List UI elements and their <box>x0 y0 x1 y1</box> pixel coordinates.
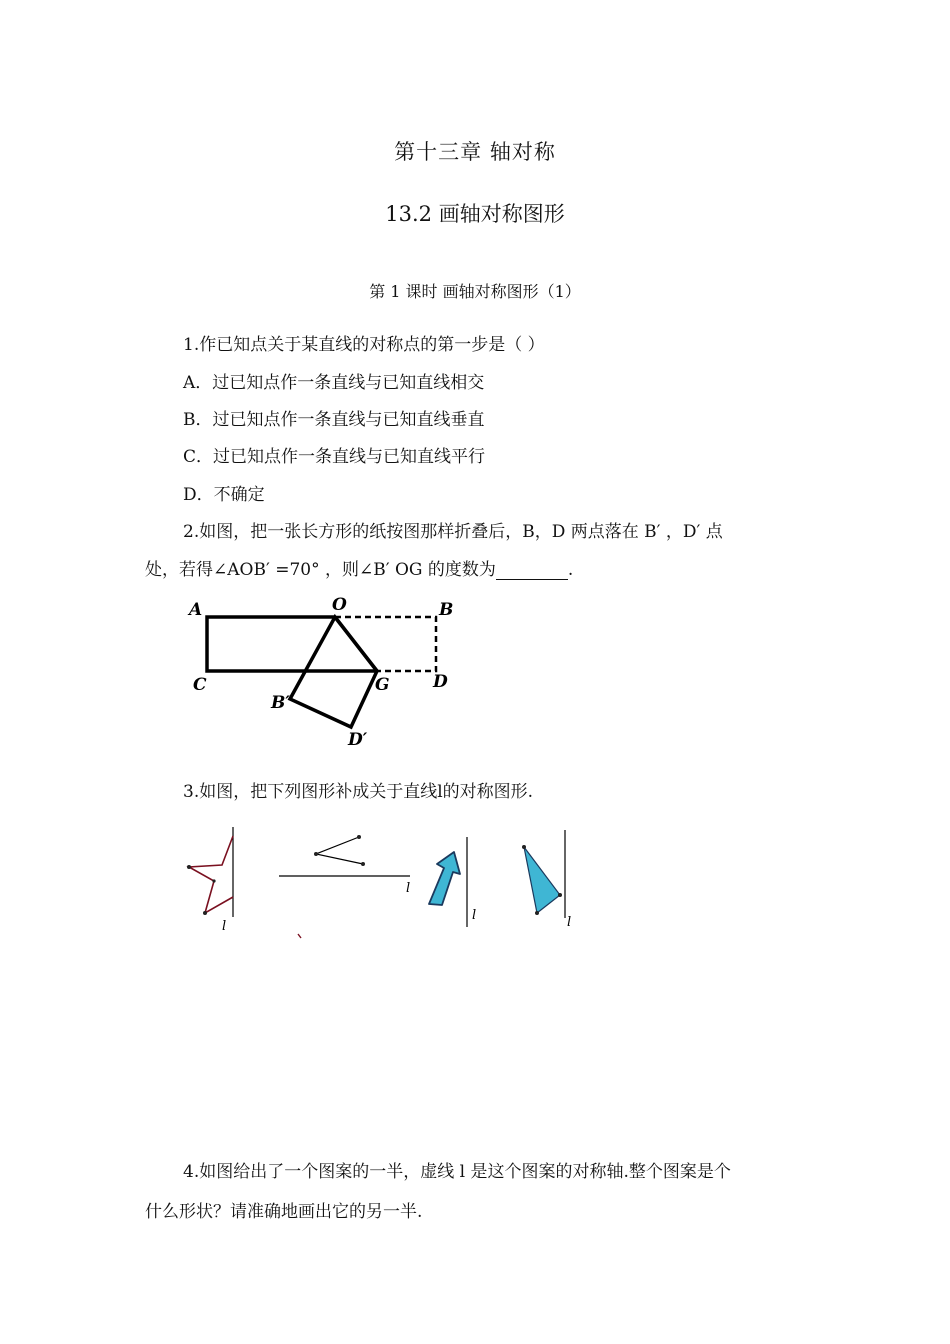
question-2-line-2-end: . <box>567 560 574 580</box>
lesson-title: 第 1 课时 画轴对称图形（1） <box>369 282 581 301</box>
section-title: 13.2 画轴对称图形 <box>385 202 565 226</box>
label-o: O <box>332 595 347 615</box>
angle-end-point <box>361 862 365 866</box>
triangle-figure <box>522 830 571 930</box>
question-1-option-d: D．不确定 <box>183 485 265 505</box>
axis-label-3: l <box>472 908 477 923</box>
triangle-vertex <box>535 911 539 915</box>
angle-end-point <box>357 835 361 839</box>
star-vertex <box>203 911 207 915</box>
triangle-vertex <box>558 893 562 897</box>
question-1-stem: 1.作已知点关于某直线的对称点的第一步是（ ） <box>183 335 545 355</box>
half-star-figure <box>187 827 301 938</box>
question-2-line-2 <box>145 555 573 580</box>
axis-label-2: l <box>406 881 411 896</box>
question-3-text: 3.如图，把下列图形补成关于直线l的对称图形. <box>183 782 534 802</box>
half-star-outline <box>189 836 233 913</box>
triangle-vertex <box>522 845 526 849</box>
star-vertex <box>187 865 191 869</box>
angle-figure <box>279 835 410 896</box>
folded-rectangle-figure <box>185 590 475 760</box>
label-d: D <box>433 672 448 692</box>
angle-vertex-point <box>314 852 318 856</box>
axis-label-4: l <box>567 915 572 930</box>
stray-mark <box>298 934 301 938</box>
label-c: C <box>193 675 207 695</box>
rectangle-solid-edge <box>207 617 377 671</box>
question-4-line-2: 什么形状？请准确地画出它的另一半. <box>145 1202 423 1222</box>
chapter-title: 第十三章 轴对称 <box>394 140 556 164</box>
label-b: B <box>439 600 454 620</box>
label-g: G <box>375 675 390 695</box>
symmetry-figures <box>180 820 600 945</box>
arrow-figure <box>429 837 476 927</box>
question-1-option-b: B．过已知点作一条直线与已知直线垂直 <box>183 410 485 430</box>
question-2-line-1: 2.如图，把一张长方形的纸按图那样折叠后，B，D 两点落在 B′ ，D′ 点 <box>183 522 723 542</box>
question-1-option-a: A．过已知点作一条直线与已知直线相交 <box>183 373 485 393</box>
triangle-shape <box>524 847 560 913</box>
question-4-line-1: 4.如图给出了一个图案的一半，虚线 l 是这个图案的对称轴.整个图案是个 <box>183 1162 731 1182</box>
label-b-prime: B′ <box>271 693 290 713</box>
question-2-line-2-text: 处，若得∠AOB′ =70° ，则∠B′ OG 的度数为 <box>145 560 496 580</box>
label-a: A <box>189 600 203 620</box>
rectangle-dashed-edge <box>335 617 436 671</box>
answer-blank <box>496 562 568 580</box>
axis-label-1: l <box>222 919 227 934</box>
angle-sides <box>316 837 363 864</box>
fold-line <box>335 617 377 671</box>
arrow-shape <box>429 852 460 905</box>
question-1-option-c: C．过已知点作一条直线与已知直线平行 <box>183 447 486 467</box>
label-d-prime: D′ <box>348 730 368 750</box>
star-vertex <box>212 879 215 882</box>
